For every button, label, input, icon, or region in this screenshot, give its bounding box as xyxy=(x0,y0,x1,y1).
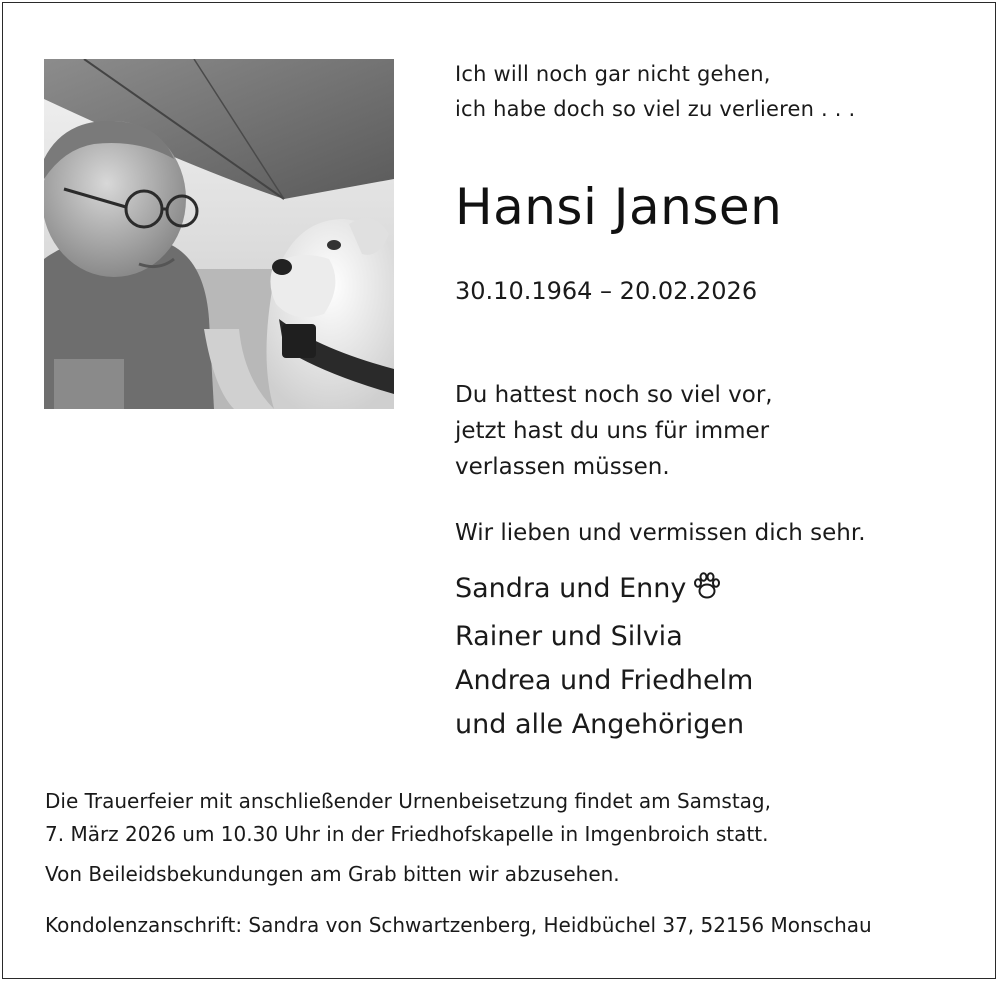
condolence-address: Kondolenzanschrift: Sandra von Schwartzenberg, Heidbüchel 37, 52156 Monschau xyxy=(45,913,872,937)
paw-print-icon xyxy=(692,571,722,615)
poem-line: verlassen müssen. xyxy=(455,454,670,480)
mourner-entry: Andrea und Friedhelm xyxy=(455,665,754,696)
deceased-name: Hansi Jansen xyxy=(455,178,783,236)
mourner-entry: Rainer und Silvia xyxy=(455,621,683,652)
portrait-photo xyxy=(44,59,394,409)
love-message: Wir lieben und vermissen dich sehr. xyxy=(455,520,866,546)
funeral-information xyxy=(45,785,771,851)
mourner-entry xyxy=(455,567,753,615)
mourner-entry: und alle Angehörigen xyxy=(455,709,745,740)
quote-line: Ich will noch gar nicht gehen, xyxy=(455,62,771,86)
quote-line: ich habe doch so viel zu verlieren . . . xyxy=(455,97,856,121)
mourner-name: Sandra und Enny xyxy=(455,573,687,604)
poem-line: Du hattest noch so viel vor, xyxy=(455,382,773,408)
obituary-notice xyxy=(2,2,996,979)
mourners-list xyxy=(455,567,753,747)
opening-quote xyxy=(455,57,855,127)
memorial-poem xyxy=(455,377,773,485)
funeral-line: 7. März 2026 um 10.30 Uhr in der Friedhofskapelle in Imgenbroich statt. xyxy=(45,822,769,846)
funeral-line: Die Trauerfeier mit anschließender Urnenbeisetzung findet am Samstag, xyxy=(45,789,771,813)
condolence-note: Von Beileidsbekundungen am Grab bitten wir abzusehen. xyxy=(45,862,620,886)
life-dates: 30.10.1964 – 20.02.2026 xyxy=(455,277,758,305)
poem-line: jetzt hast du uns für immer xyxy=(455,418,770,444)
